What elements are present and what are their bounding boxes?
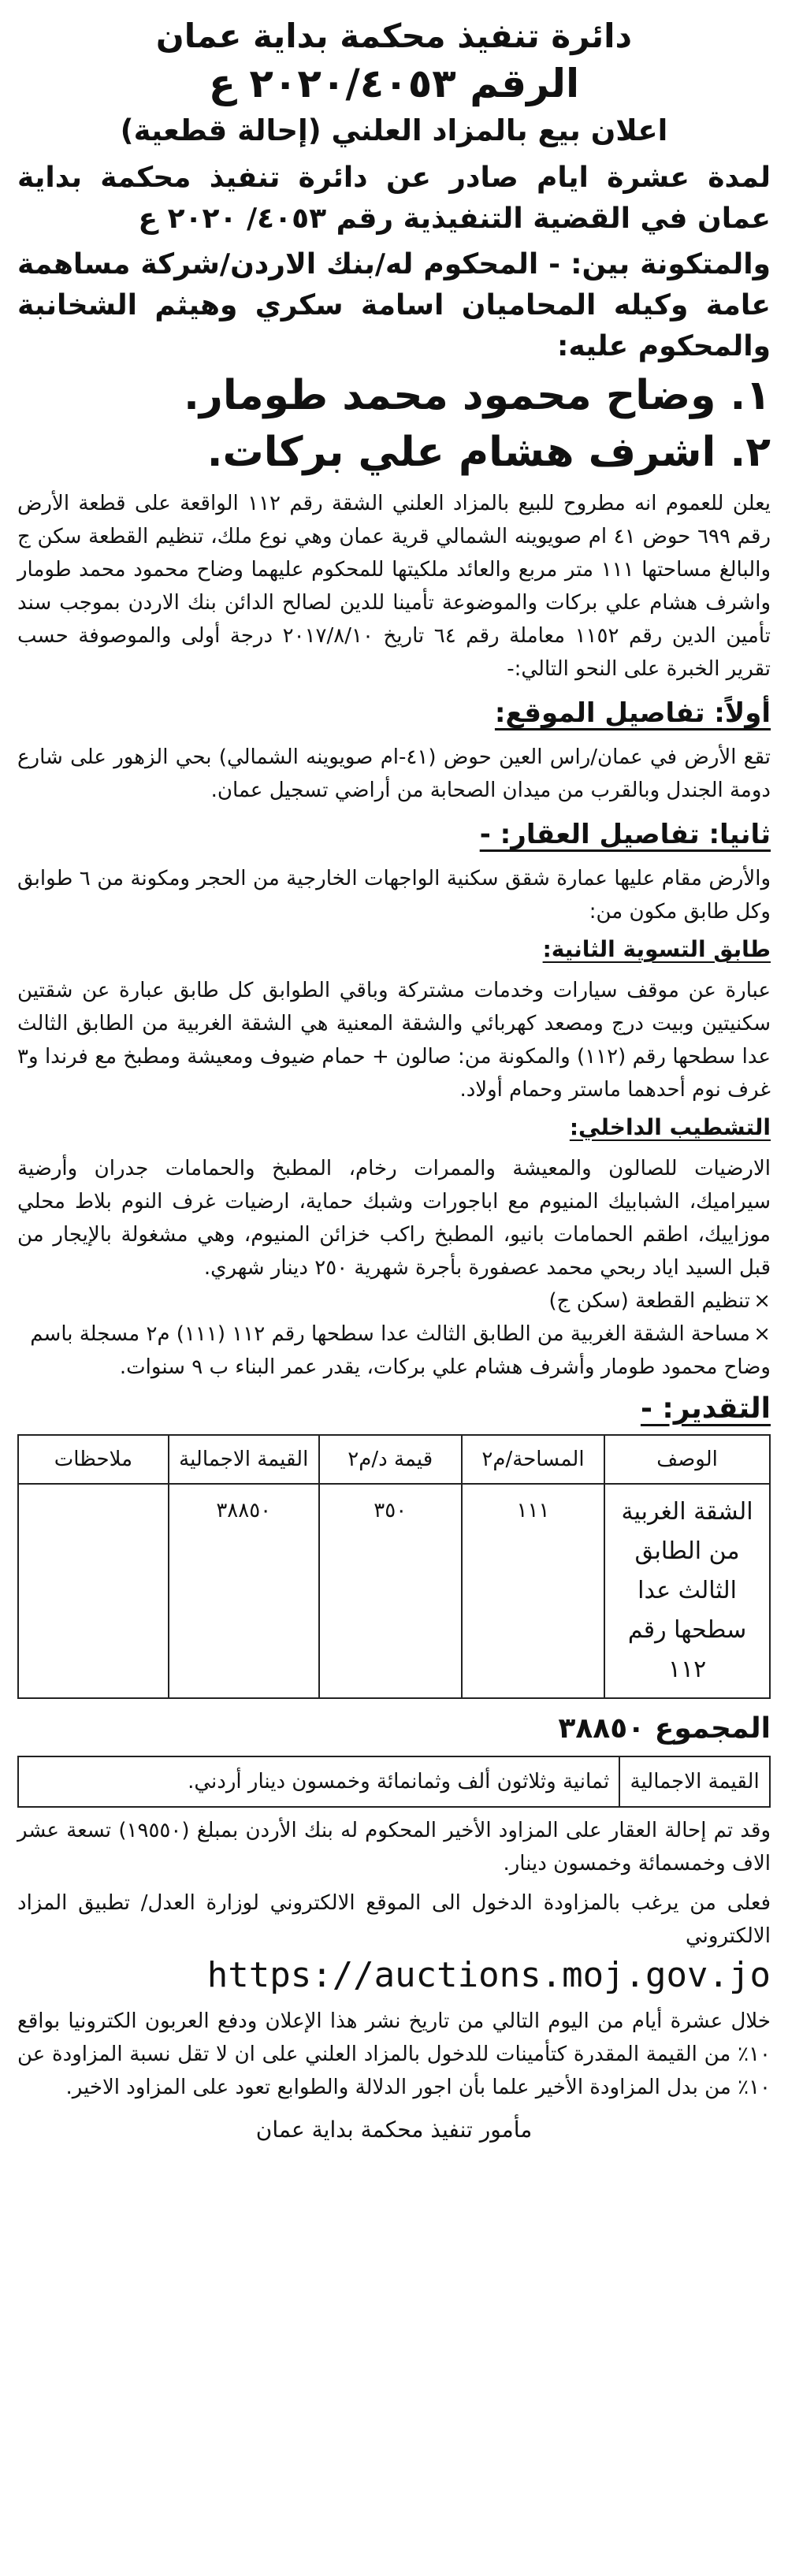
total-words-table — [17, 1756, 771, 1808]
bullet-mark: × — [753, 1322, 771, 1346]
estimate-sum: المجموع ٣٨٨٥٠ — [558, 1712, 771, 1745]
property-text: والأرض مقام عليها عمارة شقق سكنية الواجهات الخارجية من الحجر ومكونة من ٦ طوابق وكل طابق مكون من: — [17, 867, 771, 924]
col-area: المساحة/م٢ — [462, 1435, 604, 1484]
bullet-zoning-text: تنظيم القطعة (سكن ج) — [548, 1289, 750, 1313]
estimate-title: التقدير: - — [640, 1392, 771, 1425]
signature: مأمور تنفيذ محكمة بداية عمان — [255, 2117, 533, 2143]
bullet-area — [17, 1318, 771, 1384]
cell-notes — [18, 1484, 169, 1698]
cell-total: ٣٨٨٥٠ — [169, 1484, 319, 1698]
table-row — [18, 1484, 770, 1698]
department-title: دائرة تنفيذ محكمة بداية عمان — [155, 17, 633, 55]
floor-title: طابق التسوية الثانية: — [542, 936, 771, 962]
case-number: الرقم ٢٠٢٠/٤٠٥٣ ع — [208, 61, 580, 106]
bullet-mark: × — [753, 1289, 771, 1313]
instructions-text: فعلى من يرغب بالمزاودة الدخول الى الموقع الالكتروني لوزارة العدل/ تطبيق المزاد الالكتروني — [17, 1891, 771, 1948]
announcement-title: اعلان بيع بالمزاد العلني (إحالة قطعية) — [120, 113, 668, 147]
property-title: ثانيا: تفاصيل العقار: - — [479, 819, 771, 850]
defendant-2: ٢. اشرف هشام علي بركات. — [206, 429, 771, 476]
bullet-area-text: مساحة الشقة الغربية من الطابق الثالث عدا سطحها رقم ١١٢ (١١١) م٢ مسجلة باسم وضاح محمود طومار وأشرف هشام علي بركات، يقدر عمر البناء ب ٩ سنوات. — [30, 1322, 771, 1379]
location-text: تقع الأرض في عمان/راس العين حوض (٤١-ام صويوينه الشمالي) بحي الزهور على شارع دومة الجندل وبالقرب من ميدان الصحابة من أراضي تسجيل عمان. — [17, 745, 771, 802]
estimate-table — [17, 1434, 771, 1699]
intro-period: لمدة عشرة ايام صادر عن دائرة تنفيذ محكمة بداية عمان في القضية التنفيذية رقم ٤٠٥٣/ ٢٠٢٠ ع — [17, 162, 771, 235]
cell-price: ٣٥٠ — [319, 1484, 462, 1698]
floor-text: عبارة عن موقف سيارات وخدمات مشتركة وباقي الطوابق كل طابق عبارة عن شقتين سكنيتين وبيت درج ومصعد كهربائي والشقة المعنية هي الشقة الغربية من الطابق الثالث عدا سطحها رقم (١١٢) والمكونة من: صالون + حمام ضيوف ومعيشة ومطبخ مع فرندا و٣ غرف نوم أحدهما ماستر وحمام أولاد. — [17, 979, 771, 1102]
estimate-header-row — [18, 1435, 770, 1484]
defendant-1: ١. وضاح محمود محمد طومار. — [184, 372, 771, 419]
location-title: أولاً: تفاصيل الموقع: — [494, 697, 771, 729]
col-price: قيمة د/م٢ — [319, 1435, 462, 1484]
col-total: القيمة الاجمالية — [169, 1435, 319, 1484]
finishing-text: الارضيات للصالون والمعيشة والممرات رخام، المطبخ والحمامات جدران وأرضية سيراميك، الشبابيك المنيوم مع اباجورات وشبك حماية، ارضيات غرف النوم بلاط محلي موزاييك، اطقم الحمامات بانيو، المطبخ راكب خزائن المنيوم، وهي مشغولة بالإيجار من قبل السيد اياد ربحي محمد عصفورة بأجرة شهرية ٢٥٠ دينار شهري. — [17, 1157, 771, 1280]
conditions-text: خلال عشرة أيام من اليوم التالي من تاريخ نشر هذا الإعلان ودفع العربون الكترونيا بواقع ١٠٪ من القيمة المقدرة كتأمينات للدخول بالمزاد العلني على ان لا تقل نسبة المزاودة عن ١٠٪ من بدل المزاودة الأخير علما بأن اجور الدلالة والطوابع تعود على المزاود الاخير. — [17, 2009, 771, 2099]
col-description: الوصف — [604, 1435, 770, 1484]
bullet-zoning — [17, 1284, 771, 1318]
finishing-title: التشطيب الداخلي: — [569, 1114, 771, 1140]
cell-area: ١١١ — [462, 1484, 604, 1698]
auction-url-link[interactable]: https://auctions.moj.gov.jo — [206, 1955, 771, 1995]
total-words-value: ثمانية وثلاثون ألف وثمانمائة وخمسون دينار أردني. — [18, 1756, 619, 1807]
intro-parties: والمتكونة بين: - المحكوم له/بنك الاردن/شركة مساهمة عامة وكيله المحاميان اسامة سكري وهيثم الشخانبة والمحكوم عليه: — [17, 248, 771, 362]
cell-description: الشقة الغربية من الطابق الثالث عدا سطحها رقم ١١٢ — [604, 1484, 770, 1698]
col-notes: ملاحظات — [18, 1435, 169, 1484]
intro-body: يعلن للعموم انه مطروح للبيع بالمزاد العلني الشقة رقم ١١٢ الواقعة على قطعة الأرض رقم ٦٩٩ حوض ٤١ ام صويوينه الشمالي قرية عمان وهي نوع ملك، تنظيم القطعة سكن ج والبالغ مساحتها ١١١ متر مربع والعائد ملكيتها للمحكوم عليهما وضاح محمود محمد طومار واشرف هشام علي بركات والموضوعة تأمينا للدين لصالح الدائن بنك الاردن بموجب سند تأمين الدين رقم ١١٥٢ معاملة رقم ٦٤ تاريخ ٢٠١٧/٨/١٠ درجة أولى والموصوفة حسب تقرير الخبرة على النحو التالي:- — [17, 492, 771, 681]
total-words-label: القيمة الاجمالية — [619, 1756, 770, 1807]
award-text: وقد تم إحالة العقار على المزاود الأخير المحكوم له بنك الأردن بمبلغ (١٩٥٥٠) تسعة عشر الاف وخمسمائة وخمسون دينار. — [17, 1819, 771, 1875]
